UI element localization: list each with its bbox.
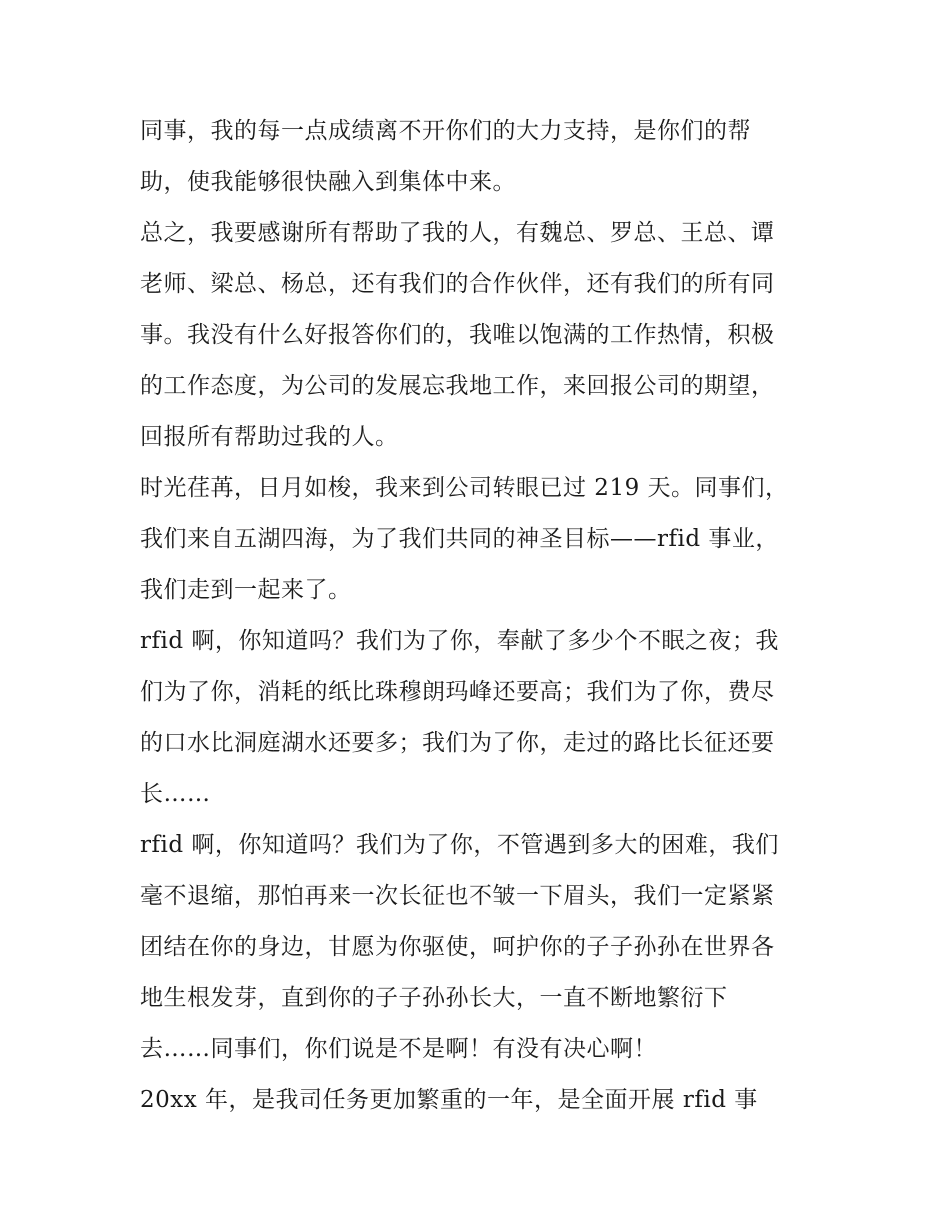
text-line: 我们来自五湖四海，为了我们共同的神圣目标——rfid 事业，	[140, 526, 779, 552]
text-line: 同事，我的每一点成绩离不开你们的大力支持，是你们的帮	[140, 118, 751, 144]
text-line: 的口水比洞庭湖水还要多；我们为了你，走过的路比长征还要	[140, 730, 775, 756]
text-line: 20xx 年，是我司任务更加繁重的一年，是全面开展 rfid 事	[140, 1087, 758, 1113]
text-line: 我们走到一起来了。	[140, 577, 352, 603]
text-line: 总之，我要感谢所有帮助了我的人，有魏总、罗总、王总、谭	[140, 220, 775, 246]
text-line: rfid 啊，你知道吗？我们为了你，奉献了多少个不眠之夜；我	[140, 628, 779, 654]
text-line: 长……	[140, 781, 211, 807]
text-line: rfid 啊，你知道吗？我们为了你，不管遇到多大的困难，我们	[140, 832, 779, 858]
text-line: 事。我没有什么好报答你们的，我唯以饱满的工作热情，积极	[140, 322, 775, 348]
text-line: 的工作态度，为公司的发展忘我地工作，来回报公司的期望，	[140, 373, 775, 399]
text-line: 们为了你，消耗的纸比珠穆朗玛峰还要高；我们为了你，费尽	[140, 679, 775, 705]
document-body	[140, 106, 820, 1126]
text-line: 老师、梁总、杨总，还有我们的合作伙伴，还有我们的所有同	[140, 271, 775, 297]
text-line: 团结在你的身边，甘愿为你驱使，呵护你的子子孙孙在世界各	[140, 934, 775, 960]
text-line: 地生根发芽，直到你的子子孙孙长大，一直不断地繁衍下	[140, 985, 728, 1011]
text-line: 助，使我能够很快融入到集体中来。	[140, 169, 516, 195]
text-line: 回报所有帮助过我的人。	[140, 424, 399, 450]
text-line: 去……同事们，你们说是不是啊！有没有决心啊！	[140, 1036, 657, 1062]
text-line: 时光荏苒，日月如梭，我来到公司转眼已过 219 天。同事们，	[140, 475, 789, 501]
text-line: 毫不退缩，那怕再来一次长征也不皱一下眉头，我们一定紧紧	[140, 883, 775, 909]
